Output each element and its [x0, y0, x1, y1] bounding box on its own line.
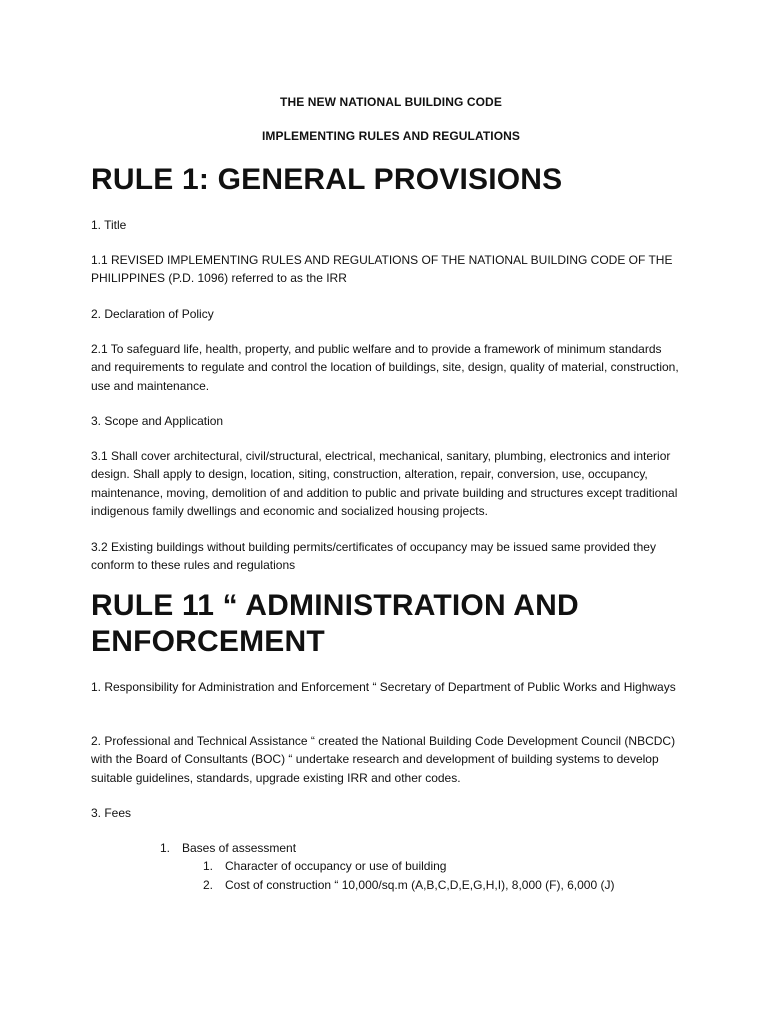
rule-1-heading: RULE 1: GENERAL PROVISIONS: [91, 163, 563, 196]
rule-1-paragraph: 3. Scope and Application: [91, 414, 224, 428]
list-subitem: [203, 876, 614, 894]
document-title: THE NEW NATIONAL BUILDING CODE: [280, 95, 502, 109]
rule-1-paragraph: 2. Declaration of Policy: [91, 307, 214, 321]
rule-1-paragraph: 3.1 Shall cover architectural, civil/structural, electrical, mechanical, sanitary, plumbing, electronics and interior design. Shall apply to design, location, siting, construction, alteration, repair, conversion, use, occupancy, maintenance, moving, demolition of and addition to public and private building and structures except traditional indigenous family dwellings and economic and socialized housing projects.: [91, 449, 678, 518]
rule-11-paragraph: 2. Professional and Technical Assistance “ created the National Building Code Development Council (NBCDC) with the Board of Consultants (BOC) “ undertake research and development of building systems to develop suitable guidelines, standards, upgrade existing IRR and other codes.: [91, 734, 676, 785]
list-subitem-number: 1.: [203, 859, 214, 873]
list-item-number: 1.: [160, 841, 171, 855]
rule-11-paragraph: 1. Responsibility for Administration and Enforcement “ Secretary of Department of Public Works and Highways: [91, 680, 676, 694]
list-item: [160, 839, 296, 857]
rule-1-paragraph: 3.2 Existing buildings without building permits/certificates of occupancy may be issued same provided they conform to these rules and regulations: [91, 540, 656, 573]
rule-11-heading: RULE 11 “ ADMINISTRATION AND ENFORCEMENT: [91, 589, 579, 658]
list-subitem-number: 2.: [203, 878, 214, 892]
rule-1-paragraph: 1.1 REVISED IMPLEMENTING RULES AND REGULATIONS OF THE NATIONAL BUILDING CODE OF THE PHILIPPINES (P.D. 1096) referred to as the IRR: [91, 253, 673, 286]
rule-11-paragraph: 3. Fees: [91, 806, 132, 820]
list-subitem: [203, 857, 446, 875]
document-subtitle: IMPLEMENTING RULES AND REGULATIONS: [261, 129, 521, 143]
list-item-text: Bases of assessment: [182, 841, 297, 855]
list-subitem-text: Character of occupancy or use of building: [225, 859, 447, 873]
rule-1-paragraph: 2.1 To safeguard life, health, property, and public welfare and to provide a framework of minimum standards and requirements to regulate and control the location of buildings, site, design, quality of material, construction, use and maintenance.: [91, 342, 679, 393]
list-subitem-text: Cost of construction “ 10,000/sq.m (A,B,C,D,E,G,H,I), 8,000 (F), 6,000 (J): [225, 878, 615, 892]
rule-1-paragraph: 1. Title: [91, 218, 127, 232]
